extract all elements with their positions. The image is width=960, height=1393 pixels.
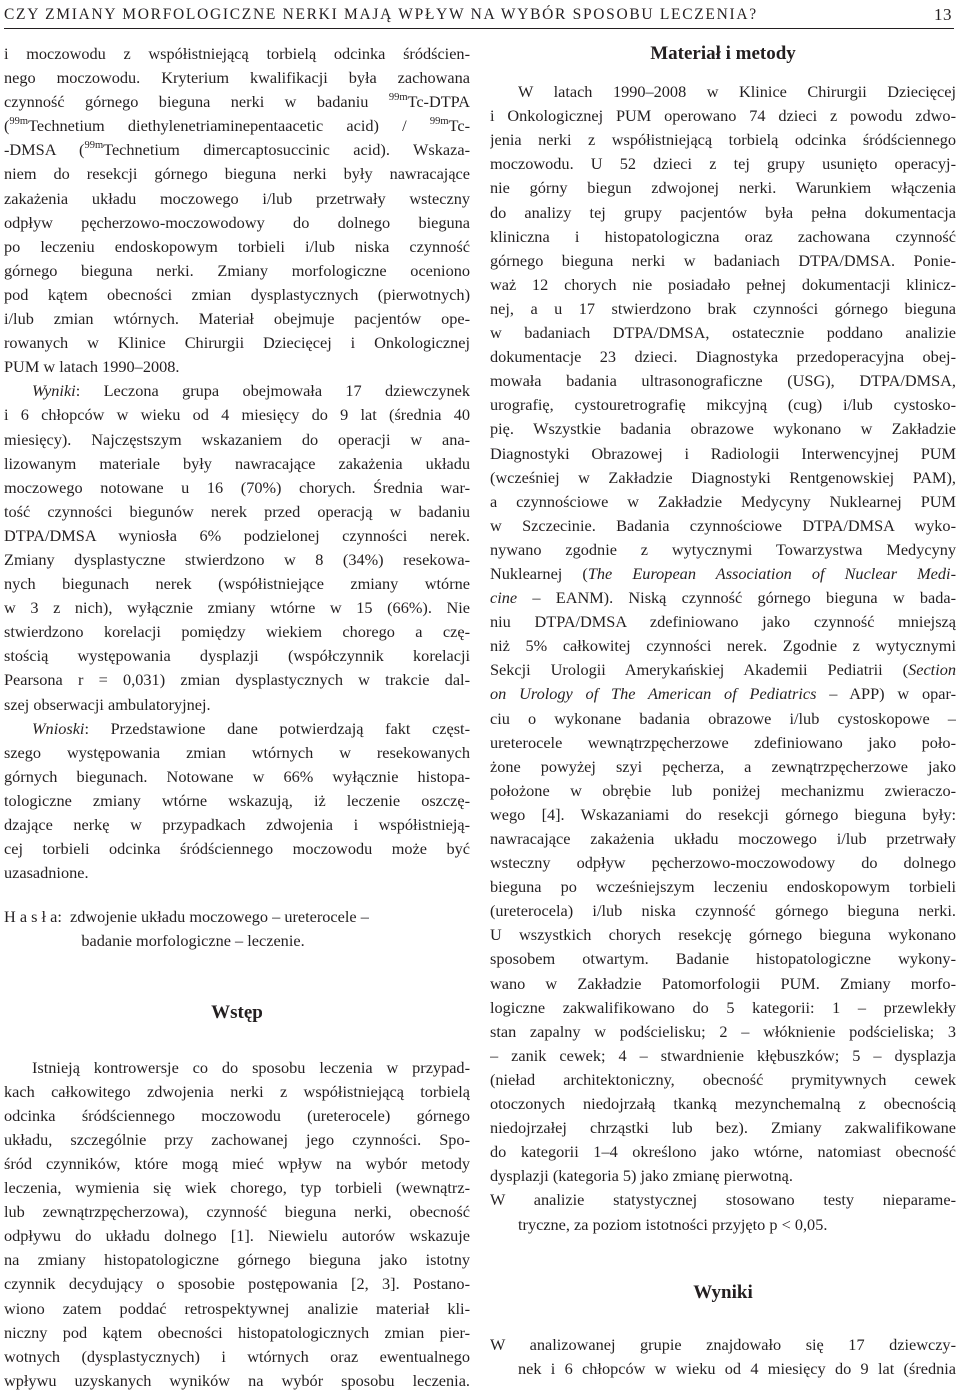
text-run: tologiczne zmiany wtórne wskazują, iż leczenie oszczę-: [4, 790, 470, 810]
text-line: [4, 476, 470, 500]
text-run: śród czynników, które mogą mieć wpływ na wybór metody: [4, 1153, 470, 1173]
text-line: [4, 741, 470, 765]
text-run: uzasadnione.: [4, 863, 89, 883]
section-heading: [4, 1001, 470, 1025]
superscript: 99m: [429, 115, 449, 127]
text-run: niż 5% całkowitej czynności nerek. Zgodnie z wytycznymi: [490, 636, 956, 656]
text-run: : Przedstawione dane potwierdzają fakt częst-: [84, 718, 470, 738]
text-run: czynność górnego bieguna nerki w badaniu: [4, 92, 389, 112]
text-line: [490, 417, 956, 441]
text-run: niu DTPA/DMSA zdefiniowano jako czynność mniejszą: [490, 612, 956, 632]
page-number: 13: [934, 5, 952, 24]
text-run: położone w obrębie lub poniżej mechanizmu zwieracz: [490, 780, 943, 800]
running-title: CZY ZMIANY MORFOLOGICZNE NERKI MAJĄ WPŁYW NA WYBÓR SPOSOBU LECZENIA?: [4, 6, 758, 23]
text-run: nek i 6 chłopców w wieku od 4 miesięcy do 9 lat (średnia: [518, 1358, 956, 1378]
text-line: [4, 717, 470, 741]
text-run: odpływu do układu dolnego [1]. Niewielu autorów wskazuje: [4, 1226, 470, 1246]
text-line: [490, 1140, 956, 1164]
text-run: szej obserwacji ambulatoryjnej.: [4, 694, 211, 714]
text-run: kach całkowitego zdwojenia nerki z współistniejącą torbielą: [4, 1081, 470, 1101]
text-line: [490, 803, 956, 827]
text-line: [490, 273, 956, 297]
text-run: on Urology of The American of Pediatrics: [490, 684, 817, 704]
text-run: górnych biegunach. Notowane w 66% wyłącznie histopa-: [4, 766, 470, 786]
text-line: [4, 1224, 470, 1248]
text-line: [490, 1068, 956, 1092]
text-run: nej, a u 17 stwierdzono brak czynności górnego bieguna: [490, 298, 956, 318]
text-run: stwierdzono korelacji pomiędzy wiekiem chorego a czę-: [4, 622, 470, 642]
text-run: cine: [490, 588, 518, 608]
text-run: (: [4, 116, 10, 136]
text-line: [490, 947, 956, 971]
paragraph-gap: [4, 1026, 470, 1056]
text-line: [490, 176, 956, 200]
text-line: [4, 138, 470, 162]
text-line: [4, 644, 470, 668]
text-line: [4, 596, 470, 620]
right-column: [490, 42, 956, 1381]
text-line: [490, 1092, 956, 1116]
text-run: Materiał i metody: [650, 43, 796, 64]
text-run: górnego bieguna nerki w badaniach DTPA/DMSA. Ponie-: [490, 250, 956, 270]
text-run: -DMSA (: [4, 140, 85, 160]
text-run: w 3 z nich), wyłącznie zmiany wtórne w 15 (66%). Nie: [4, 598, 470, 618]
text-line: [4, 379, 470, 403]
text-run: dzające nerkę w przypadkach zdwojenia i współistnieją-: [4, 815, 470, 834]
text-line: [4, 1152, 470, 1176]
text-run: wotnych (dysplastycznych) i wtórnych oraz ewentualnego: [4, 1346, 470, 1366]
text-run: badanie morfologiczne – leczenie.: [4, 931, 305, 951]
text-line: [490, 369, 956, 393]
text-run: Wstęp: [211, 1002, 263, 1024]
paragraph-gap: [4, 953, 470, 1001]
text-line: [490, 1213, 956, 1237]
text-line: [4, 307, 470, 331]
text-line: [4, 331, 470, 355]
text-line: [4, 620, 470, 644]
text-run: o-: [942, 780, 956, 800]
text-line: [490, 875, 956, 899]
text-run: do kategorii 1–4 określono jako wtórne, natomiast obecność: [490, 1142, 956, 1162]
text-line: [490, 827, 956, 851]
text-run: wiono zatem poddać retrospektywnej analizie materiał kli-: [4, 1298, 470, 1318]
text-run: The European Association of Nuclear Medi-: [587, 563, 956, 583]
text-run: tość czynności biegunów nerek przed operacją w badaniu: [4, 501, 470, 521]
text-run: odcinka śródściennego moczowodu (ureterocele) górnego: [4, 1105, 470, 1125]
text-line: [490, 225, 956, 249]
text-run: miesięcy). Najczęstszym wskazaniem do operacji w ana-: [4, 429, 470, 449]
text-line: [490, 538, 956, 562]
text-run: Pearsona r = 0,031) zmian dysplastycznych w trakcie dal-: [4, 670, 470, 690]
text-run: Nuklearnej (: [490, 563, 588, 583]
text-run: Technetium diethylenetriaminepentaacetic acid) /: [28, 116, 430, 136]
text-line: [490, 779, 956, 803]
text-line: [4, 162, 470, 186]
text-line: [4, 765, 470, 789]
text-run: sposobem otwartym. Badanie histopatologiczne wykony-: [490, 949, 956, 969]
text-line: [490, 321, 956, 345]
text-run: otoczonych niedojrzałą tkanką mezynchemalną z obecnością: [490, 1094, 956, 1114]
text-run: niczny pod kątem obecności histopatologicznych zmian pier-: [4, 1322, 470, 1342]
left-column: [4, 42, 470, 1393]
text-line: [490, 707, 956, 731]
paragraph-gap: [490, 1305, 956, 1333]
text-run: (ureterocela) i/lub niska czynność górnego bieguna nerki.: [490, 901, 956, 921]
text-run: – EANM). Niską czynność górnego bieguna w bada-: [517, 588, 956, 608]
superscript: 99m: [388, 91, 408, 103]
text-line: [4, 813, 470, 837]
text-run: kliniczna i histopatologiczna oraz zachowana czynność: [490, 226, 956, 246]
text-line: [4, 572, 470, 596]
text-run: waż 12 chorych nie posiadało pełnej dokumentacji klinicz-: [490, 274, 956, 294]
text-run: U wszystkich chorych resekcję górnego bieguna wykonano: [490, 925, 956, 945]
text-run: na zmiany histopatologiczne górnego bieguna jako istotny: [4, 1250, 470, 1270]
text-run: (wcześniej w Zakładzie Diagnostyki Rentgenowskiej PAM),: [490, 467, 956, 487]
text-run: w Szczecinie. Badania czynnościowe DTPA/DMSA wyko-: [490, 515, 956, 535]
text-line: [4, 837, 470, 861]
text-line: [490, 1116, 956, 1140]
text-line: [490, 393, 956, 417]
text-line: [4, 693, 470, 717]
text-run: Istnieją kontrowersje co do sposobu leczenia w przypad-: [32, 1057, 470, 1077]
text-line: [4, 452, 470, 476]
text-line: [4, 905, 470, 929]
text-run: (nieład architektoniczny, obecność prymitywnych cewek: [490, 1069, 956, 1089]
text-line: [490, 345, 956, 369]
text-line: [4, 428, 470, 452]
text-line: [4, 1104, 470, 1128]
text-run: – APP) w opar-: [816, 684, 956, 704]
superscript: 99m: [84, 139, 104, 151]
text-line: [490, 682, 956, 706]
text-run: do analizy tej grupy pacjentów była pełna dokumentacja: [490, 202, 956, 222]
text-line: [4, 235, 470, 259]
text-run: ciu o wykonane badania obrazowe i/lub cystoskopowe –: [490, 708, 956, 728]
text-line: [4, 1248, 470, 1272]
text-line: [4, 1128, 470, 1152]
text-line: [490, 104, 956, 128]
text-line: [490, 923, 956, 947]
text-run: pod kątem obecności zmian dysplastycznych (pierwotnych): [4, 284, 470, 304]
text-run: szego występowania zmian wtórnych w resekowanych: [4, 742, 470, 762]
text-run: niedojrzałej chrząstki lub bez). Zmiany zakwalifikowane: [490, 1118, 956, 1138]
text-run: Technetium dimercaptosuccinic acid). Wskaza-: [103, 140, 470, 160]
paragraph-gap: [490, 66, 956, 80]
text-line: [490, 442, 956, 466]
text-line: [4, 1297, 470, 1321]
text-run: i Onkologicznej PUM operowano 74 dzieci z powodu zdwo-: [490, 106, 956, 126]
text-line: [490, 1333, 956, 1357]
text-run: urografię, cystouretrografię mikcyjną (cug) i/lub cystosko-: [490, 395, 956, 415]
text-run: nego moczowodu. Kryterium kwalifikacji była zachowana: [4, 68, 470, 88]
text-run: nie górny biegun zdwojonej nerki. Warunkiem włączenia: [490, 178, 956, 198]
text-run: W analizie statystycznej stosowano testy nieparame-: [490, 1190, 956, 1210]
text-run: wpływu uzyskanych wyników na wybór sposobu leczenia.: [4, 1370, 470, 1390]
paragraph-gap: [490, 1237, 956, 1281]
text-run: a czynnościowe w Zakładzie Medycyny Nuklearnej PUM: [490, 491, 956, 511]
text-line: [4, 668, 470, 692]
text-run: logiczne zakwalifikowano do 5 kategorii: 1 – przewlekły: [490, 997, 956, 1017]
text-run: i/lub zmian wtórnych. Materiał obejmuje pacjentów ope-: [4, 309, 470, 329]
text-line: [4, 1369, 470, 1393]
text-line: [4, 114, 470, 138]
text-run: ureterocele wewnątrzpęcherzowe zdefiniowano jako poło-: [490, 732, 956, 752]
text-run: dokumentacje 23 dzieci. Diagnostyka przedoperacyjna obej-: [490, 347, 956, 367]
text-run: czynnik decydujący o sposobie postępowania [2, 3]. Postano-: [4, 1274, 470, 1294]
text-run: wsteczny odpływ pęcherzowo-moczowodowy do dolnego: [490, 853, 956, 873]
text-line: [4, 548, 470, 572]
text-run: lizowanym materiale były nawracające zakażenia układu: [4, 453, 470, 473]
text-run: i moczowodu z współistniejącą torbielą odcinka śródścien-: [4, 44, 470, 63]
text-line: [4, 1056, 470, 1080]
text-line: [4, 1176, 470, 1200]
text-run: lub zewnątrzpęcherzowa), czynność bieguna nerki, obecność: [4, 1202, 470, 1222]
text-line: [490, 731, 956, 755]
text-line: [4, 500, 470, 524]
text-line: [490, 562, 956, 586]
text-run: nywano zgodnie z wytycznymi Towarzystwa Medycyny: [490, 539, 956, 559]
text-line: [490, 201, 956, 225]
text-run: Wyniki: [32, 381, 76, 401]
text-run: zakażenia układu moczowego i/lub przetrwały wsteczny: [4, 188, 470, 208]
text-line: [490, 128, 956, 152]
text-line: [4, 1272, 470, 1296]
text-run: wego [4]. Wskazaniami do resekcji górnego bieguna były:: [490, 804, 956, 824]
text-line: [4, 66, 470, 90]
text-line: [490, 658, 956, 682]
text-run: PUM w latach 1990–2008.: [4, 357, 180, 377]
text-run: moczowodu. U 52 dzieci z tej grupy usunięto operacyj-: [490, 154, 956, 174]
superscript: 99m: [9, 115, 29, 127]
text-run: i 6 chłopców w wieku od 4 miesięcy do 9 lat (średnia 40: [4, 405, 470, 425]
text-line: [490, 610, 956, 634]
text-line: [490, 80, 956, 104]
text-run: DTPA/DMSA wyniosła 6% podzielonej czynności nerek.: [4, 525, 470, 545]
text-line: [4, 211, 470, 235]
text-run: odpływ pęcherzowo-moczowodowy do dolnego bieguna: [4, 212, 470, 232]
text-run: pię. Wszystkie badania obrazowe wykonano w Zakładzie: [490, 419, 956, 439]
text-run: górnego bieguna nerki. Zmiany morfologiczne oceniono: [4, 260, 470, 280]
text-run: układu, szczególnie przy zachowanej jego czynności. Spo-: [4, 1129, 470, 1149]
text-run: W analizowanej grupie znajdowało się 17 dziewczy-: [490, 1334, 956, 1354]
text-line: [490, 634, 956, 658]
text-line: [4, 1200, 470, 1224]
text-run: cej torbieli odcinka śródściennego moczowodu może być: [4, 839, 470, 859]
text-run: nawracające zakażenia układu moczowego i/lub przetrwały: [490, 829, 956, 848]
text-run: jenia nerki z współistniejącą torbielą odcinka śródściennego: [490, 130, 956, 150]
text-line: [4, 1345, 470, 1369]
text-line: [4, 259, 470, 283]
text-line: [490, 490, 956, 514]
text-line: [490, 586, 956, 610]
text-line: [490, 466, 956, 490]
text-line: [490, 899, 956, 923]
text-line: [490, 297, 956, 321]
text-line: [490, 851, 956, 875]
text-run: Section: [908, 660, 956, 680]
paragraph-gap: [4, 885, 470, 905]
text-run: dysplazji (kategoria 5) jako zmianę pierwotną.: [490, 1166, 793, 1186]
text-line: [490, 1164, 956, 1188]
text-run: moczowego notowane u 16 (70%) chorych. Średnia war-: [4, 477, 470, 497]
text-run: : Leczona grupa obejmowała 17 dziewczynek: [75, 381, 470, 401]
text-run: leczenia, wymienia się wiek chorego, typ torbieli (wewnątrz-: [4, 1178, 470, 1198]
text-line: [4, 283, 470, 307]
text-run: Zmiany dysplastyczne stwierdzono w 8 (34%) resekowa-: [4, 549, 470, 569]
text-run: po leczeniu endoskopowym torbieli i/lub niska czynność: [4, 236, 470, 256]
text-line: [4, 861, 470, 885]
text-line: [490, 1188, 956, 1212]
text-line: [4, 42, 470, 66]
text-line: [4, 1080, 470, 1104]
text-line: [4, 929, 470, 953]
text-line: [490, 755, 956, 779]
text-run: W latach 1990–2008 w Klinice Chirurgii Dziecięcej: [518, 82, 956, 102]
text-run: Wnioski: [32, 718, 85, 738]
text-run: rowanych w Klinice Chirurgii Dziecięcej i Onkologicznej: [4, 333, 470, 353]
text-line: [490, 996, 956, 1020]
text-run: mowała badania ultrasonograficzne (USG), DTPA/DMSA,: [490, 371, 956, 391]
text-run: wano w Zakładzie Patomorfologii PUM. Zmiany morfo-: [490, 973, 956, 993]
text-line: [4, 187, 470, 211]
text-run: bieguna po wcześniejszym leczeniu endoskopowym torbieli: [490, 877, 956, 897]
text-run: stością występowania dysplazji (współczynnik korelacji: [4, 646, 470, 666]
running-head: [4, 2, 954, 29]
text-run: nych biegunach nerek (współistniejące zmiany wtórne: [4, 574, 470, 594]
text-run: w badaniach DTPA/DMSA, ostatecznie poddano analizie: [490, 323, 956, 343]
text-run: Tc-DTPA: [407, 92, 470, 112]
text-line: [490, 972, 956, 996]
text-run: Sekcji Urologii Amerykańskiej Akademii Pediatrii (: [490, 660, 909, 680]
text-line: [4, 524, 470, 548]
text-run: żone powyżej szyi pęcherza, a zewnątrzpęcherzowe jako: [490, 756, 956, 776]
text-line: [490, 1020, 956, 1044]
text-run: Diagnostyki Obrazowej i Radiologii Interwencyjnej PUM: [490, 443, 956, 463]
text-line: [490, 249, 956, 273]
text-line: [490, 514, 956, 538]
text-line: [4, 1321, 470, 1345]
text-line: [490, 1044, 956, 1068]
section-heading: [490, 1281, 956, 1305]
text-line: [490, 1357, 956, 1381]
text-line: [4, 789, 470, 813]
text-run: stan zapalny w podścielisku; 2 – włóknienie podścieliska; 3: [490, 1021, 956, 1041]
text-run: H a s ł a: zdwojenie układu moczowego – ureterocele –: [4, 907, 369, 927]
text-run: niem do resekcji górnego bieguna nerki były nawracające: [4, 164, 470, 184]
text-run: tryczne, za poziom istotności przyjęto p < 0,05.: [518, 1214, 828, 1234]
text-run: – zanik cewek; 4 – stwardnienie kłębuszków; 5 – dysplazja: [490, 1045, 956, 1065]
text-line: [4, 403, 470, 427]
text-run: Tc-: [448, 116, 470, 136]
section-heading: [490, 42, 956, 66]
text-line: [4, 90, 470, 114]
text-run: Wyniki: [693, 1281, 753, 1303]
text-line: [4, 355, 470, 379]
text-line: [490, 152, 956, 176]
